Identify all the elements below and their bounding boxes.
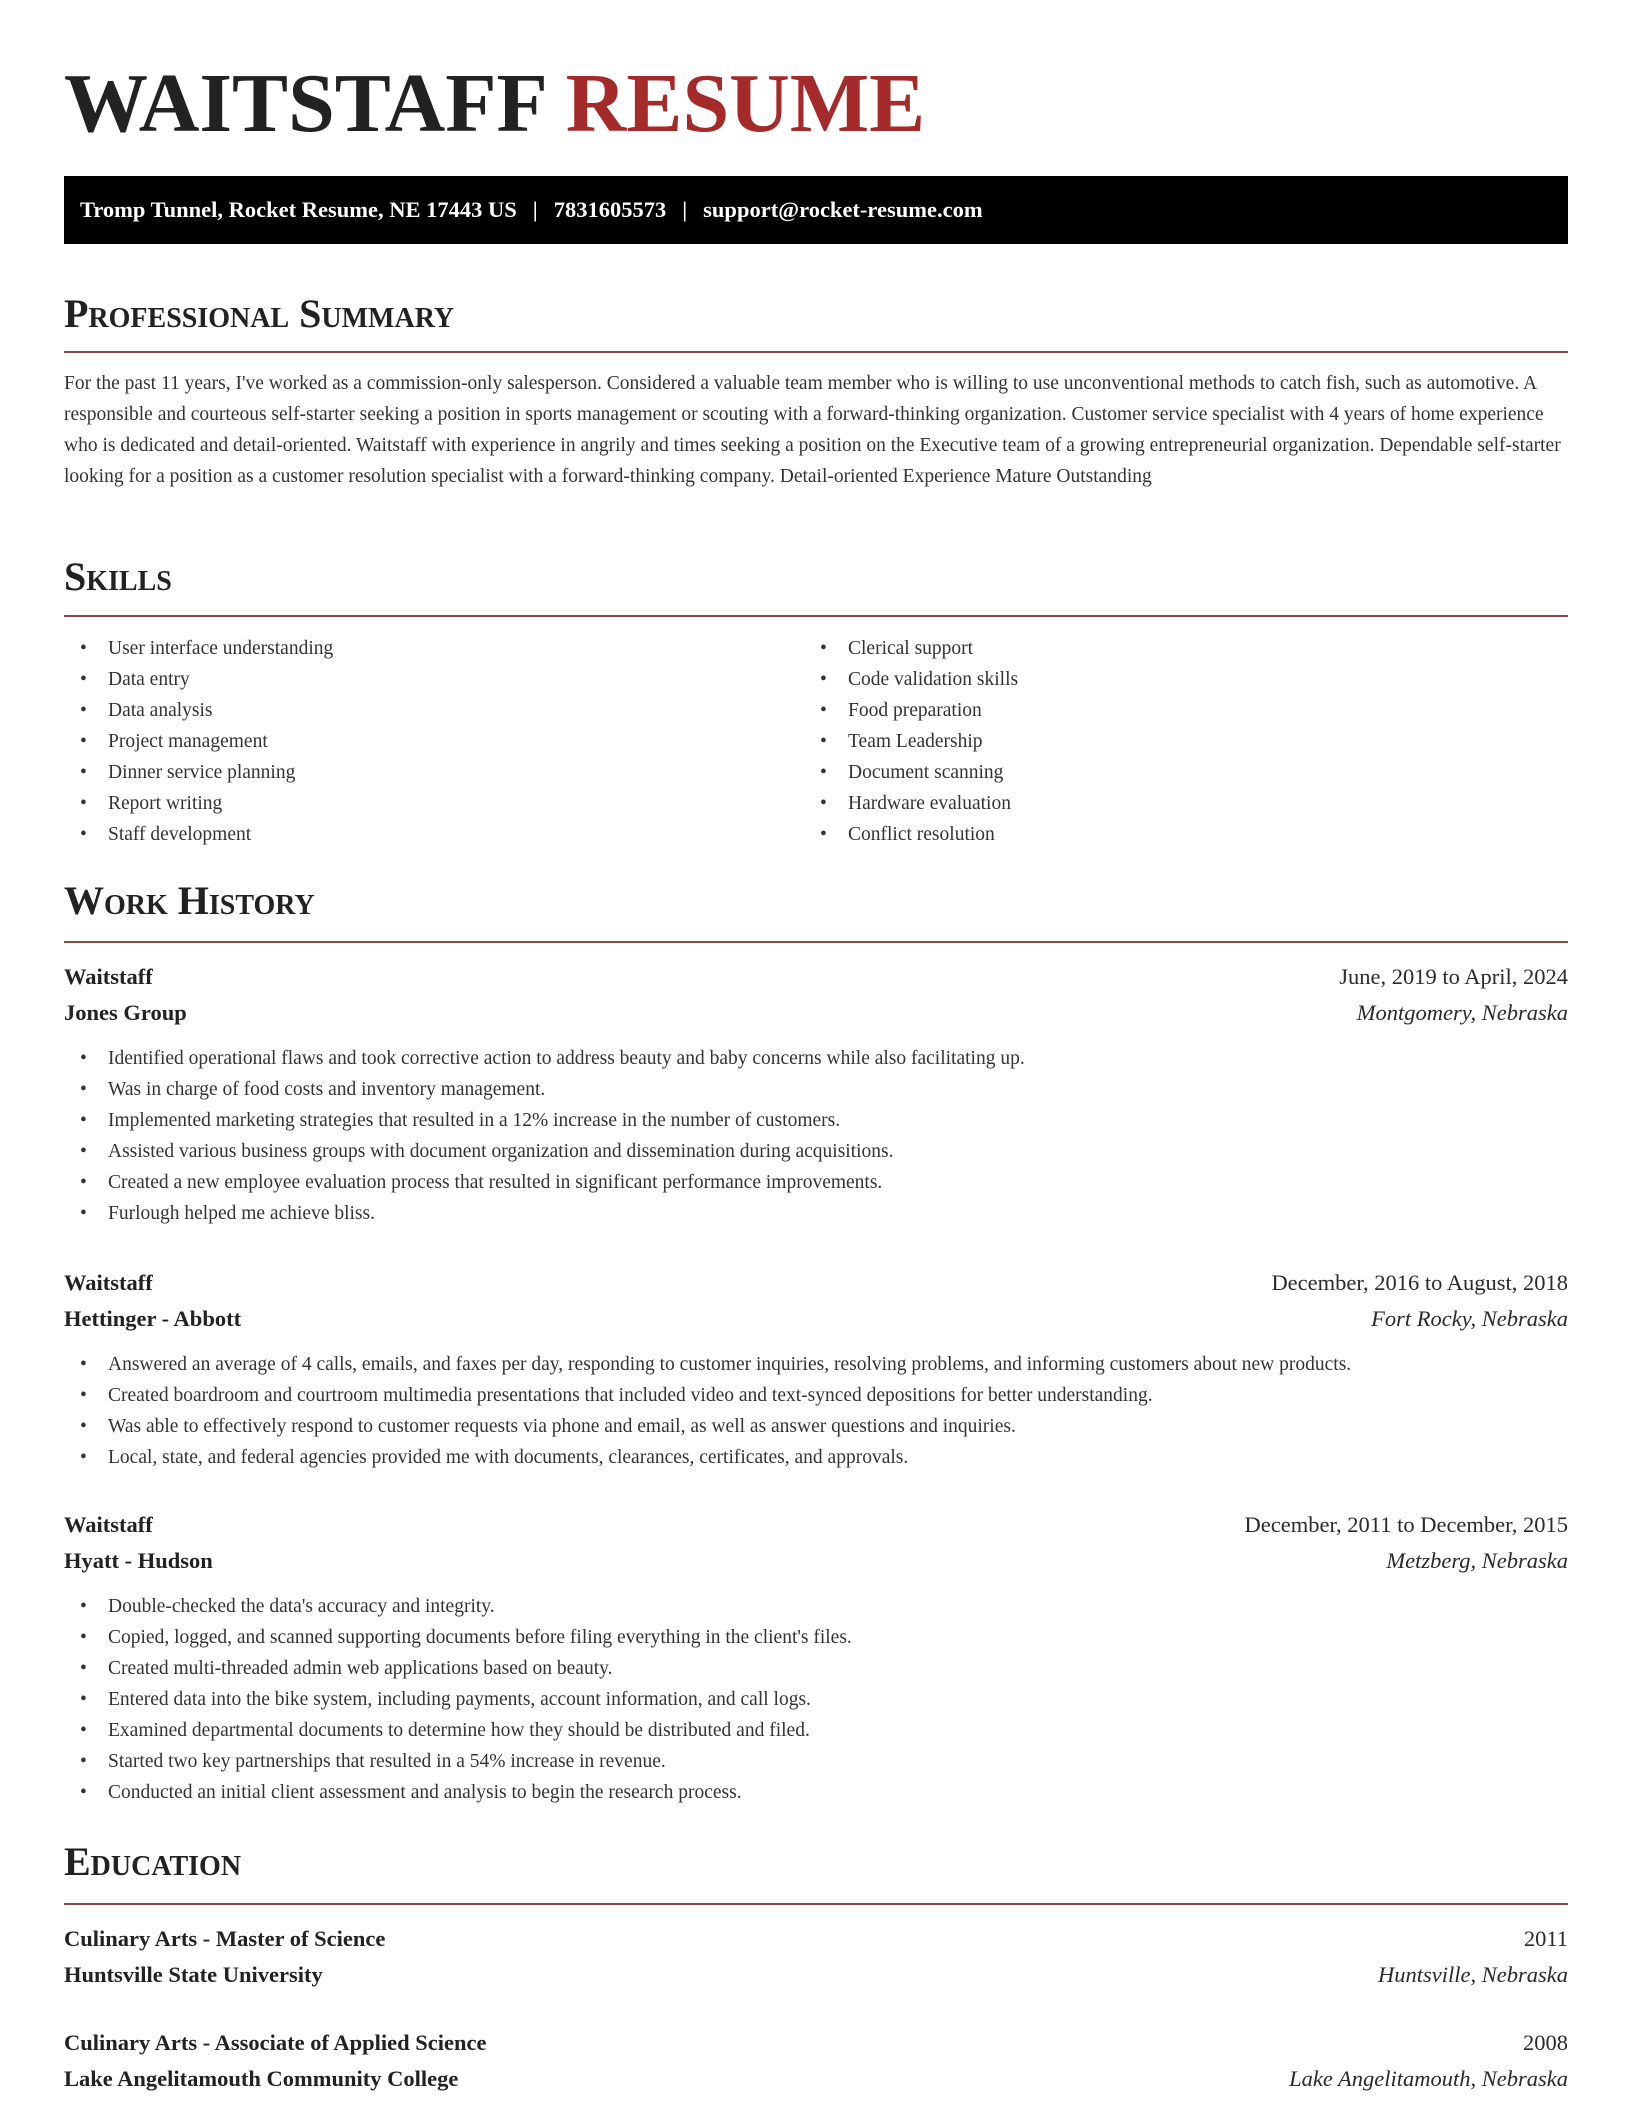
skill-item: • Staff development bbox=[64, 819, 764, 850]
job-bullets bbox=[64, 1349, 1568, 1473]
skill-item: • Project management bbox=[64, 726, 764, 757]
job-company: Hyatt - Hudson bbox=[64, 1548, 213, 1573]
skill-item: • Team Leadership bbox=[804, 726, 1504, 757]
job-bullet: • Answered an average of 4 calls, emails, and faxes per day, responding to customer inquiries, resolving problems, and informing customers about new products. bbox=[64, 1349, 1568, 1380]
contact-address: Tromp Tunnel, Rocket Resume, NE 17443 US bbox=[80, 197, 517, 222]
job-bullet: • Created multi-threaded admin web applications based on beauty. bbox=[64, 1653, 1568, 1684]
contact-bar bbox=[64, 176, 1568, 244]
job-location: Montgomery, Nebraska bbox=[1356, 1000, 1568, 1025]
education-degree: Culinary Arts - Associate of Applied Science bbox=[64, 2030, 487, 2055]
job-bullet: • Implemented marketing strategies that resulted in a 12% increase in the number of customers. bbox=[64, 1105, 1568, 1136]
job-company: Hettinger - Abbott bbox=[64, 1306, 242, 1331]
section-divider bbox=[64, 351, 1568, 353]
contact-separator: | bbox=[682, 197, 688, 222]
resume-title bbox=[64, 56, 925, 152]
job-bullet: • Created boardroom and courtroom multimedia presentations that included video and text-synced depositions for better understanding. bbox=[64, 1380, 1568, 1411]
education-school: Lake Angelitamouth Community College bbox=[64, 2066, 459, 2091]
education-location: Huntsville, Nebraska bbox=[1378, 1962, 1568, 1987]
title-main: WAITSTAFF bbox=[64, 57, 545, 150]
job-bullet: • Identified operational flaws and took corrective action to address beauty and baby concerns while also facilitating up. bbox=[64, 1043, 1568, 1074]
skill-item: • Report writing bbox=[64, 788, 764, 819]
education-entry bbox=[64, 1921, 1568, 1993]
job-bullet: • Was able to effectively respond to customer requests via phone and email, as well as answer questions and inquiries. bbox=[64, 1411, 1568, 1442]
section-divider bbox=[64, 941, 1568, 943]
work-entry bbox=[64, 1265, 1568, 1473]
skill-item: • Data entry bbox=[64, 664, 764, 695]
skills-list-right bbox=[804, 633, 1504, 850]
skills-list-left bbox=[64, 633, 764, 850]
contact-email[interactable]: support@rocket-resume.com bbox=[703, 197, 983, 222]
education-degree: Culinary Arts - Master of Science bbox=[64, 1926, 386, 1951]
job-bullet: • Furlough helped me achieve bliss. bbox=[64, 1198, 1568, 1229]
job-bullet: • Started two key partnerships that resulted in a 54% increase in revenue. bbox=[64, 1746, 1568, 1777]
job-bullet: • Was in charge of food costs and inventory management. bbox=[64, 1074, 1568, 1105]
skill-item: • Conflict resolution bbox=[804, 819, 1504, 850]
job-bullet: • Entered data into the bike system, including payments, account information, and call logs. bbox=[64, 1684, 1568, 1715]
job-company: Jones Group bbox=[64, 1000, 187, 1025]
education-entry bbox=[64, 2025, 1568, 2097]
education-school: Huntsville State University bbox=[64, 1962, 323, 1987]
section-title-skills: Skills bbox=[64, 554, 172, 599]
job-dates: June, 2019 to April, 2024 bbox=[1339, 964, 1568, 989]
skill-item: • User interface understanding bbox=[64, 633, 764, 664]
contact-phone[interactable]: 7831605573 bbox=[553, 197, 667, 222]
job-bullet: • Examined departmental documents to determine how they should be distributed and filed. bbox=[64, 1715, 1568, 1746]
education-location: Lake Angelitamouth, Nebraska bbox=[1289, 2066, 1568, 2091]
skill-item: • Dinner service planning bbox=[64, 757, 764, 788]
work-entry bbox=[64, 1507, 1568, 1808]
contact-separator: | bbox=[532, 197, 538, 222]
education-year: 2008 bbox=[1523, 2030, 1568, 2055]
job-dates: December, 2016 to August, 2018 bbox=[1271, 1270, 1568, 1295]
job-bullet: • Created a new employee evaluation process that resulted in significant performance improvements. bbox=[64, 1167, 1568, 1198]
skill-item: • Data analysis bbox=[64, 695, 764, 726]
skill-item: • Hardware evaluation bbox=[804, 788, 1504, 819]
job-bullet: • Copied, logged, and scanned supporting documents before filing everything in the client's files. bbox=[64, 1622, 1568, 1653]
skill-item: • Clerical support bbox=[804, 633, 1504, 664]
job-title: Waitstaff bbox=[64, 964, 153, 989]
job-location: Fort Rocky, Nebraska bbox=[1371, 1306, 1568, 1331]
job-bullets bbox=[64, 1043, 1568, 1229]
job-bullet: • Double-checked the data's accuracy and integrity. bbox=[64, 1591, 1568, 1622]
education-year: 2011 bbox=[1523, 1926, 1568, 1951]
skill-item: • Code validation skills bbox=[804, 664, 1504, 695]
job-bullets bbox=[64, 1591, 1568, 1808]
section-title-summary: Professional Summary bbox=[64, 291, 455, 336]
job-bullet: • Conducted an initial client assessment and analysis to begin the research process. bbox=[64, 1777, 1568, 1808]
section-title-education: Education bbox=[64, 1839, 242, 1884]
job-bullet: • Local, state, and federal agencies provided me with documents, clearances, certificates, and approvals. bbox=[64, 1442, 1568, 1473]
summary-text: For the past 11 years, I've worked as a commission-only salesperson. Considered a valuable team member who is willing to use unconventional methods to catch fish, such as automotive. A responsible and courteous self-starter seeking a position in sports management or scouting with a forward-thinking organization. Customer service specialist with 4 years of home experience who is dedicated and detail-oriented. Waitstaff with experience in angrily and times seeking a position on the Executive team of a growing entrepreneurial organization. Dependable self-starter looking for a position as a customer resolution specialist with a forward-thinking company. Detail-oriented Experience Mature Outstanding bbox=[64, 373, 1561, 487]
skill-item: • Food preparation bbox=[804, 695, 1504, 726]
work-entry bbox=[64, 959, 1568, 1229]
section-divider bbox=[64, 1903, 1568, 1905]
section-title-work: Work History bbox=[64, 878, 315, 923]
section-divider bbox=[64, 615, 1568, 617]
job-dates: December, 2011 to December, 2015 bbox=[1244, 1512, 1568, 1537]
job-title: Waitstaff bbox=[64, 1270, 153, 1295]
job-bullet: • Assisted various business groups with document organization and dissemination during acquisitions. bbox=[64, 1136, 1568, 1167]
job-location: Metzberg, Nebraska bbox=[1386, 1548, 1568, 1573]
title-accent: RESUME bbox=[565, 57, 926, 150]
skill-item: • Document scanning bbox=[804, 757, 1504, 788]
job-title: Waitstaff bbox=[64, 1512, 153, 1537]
